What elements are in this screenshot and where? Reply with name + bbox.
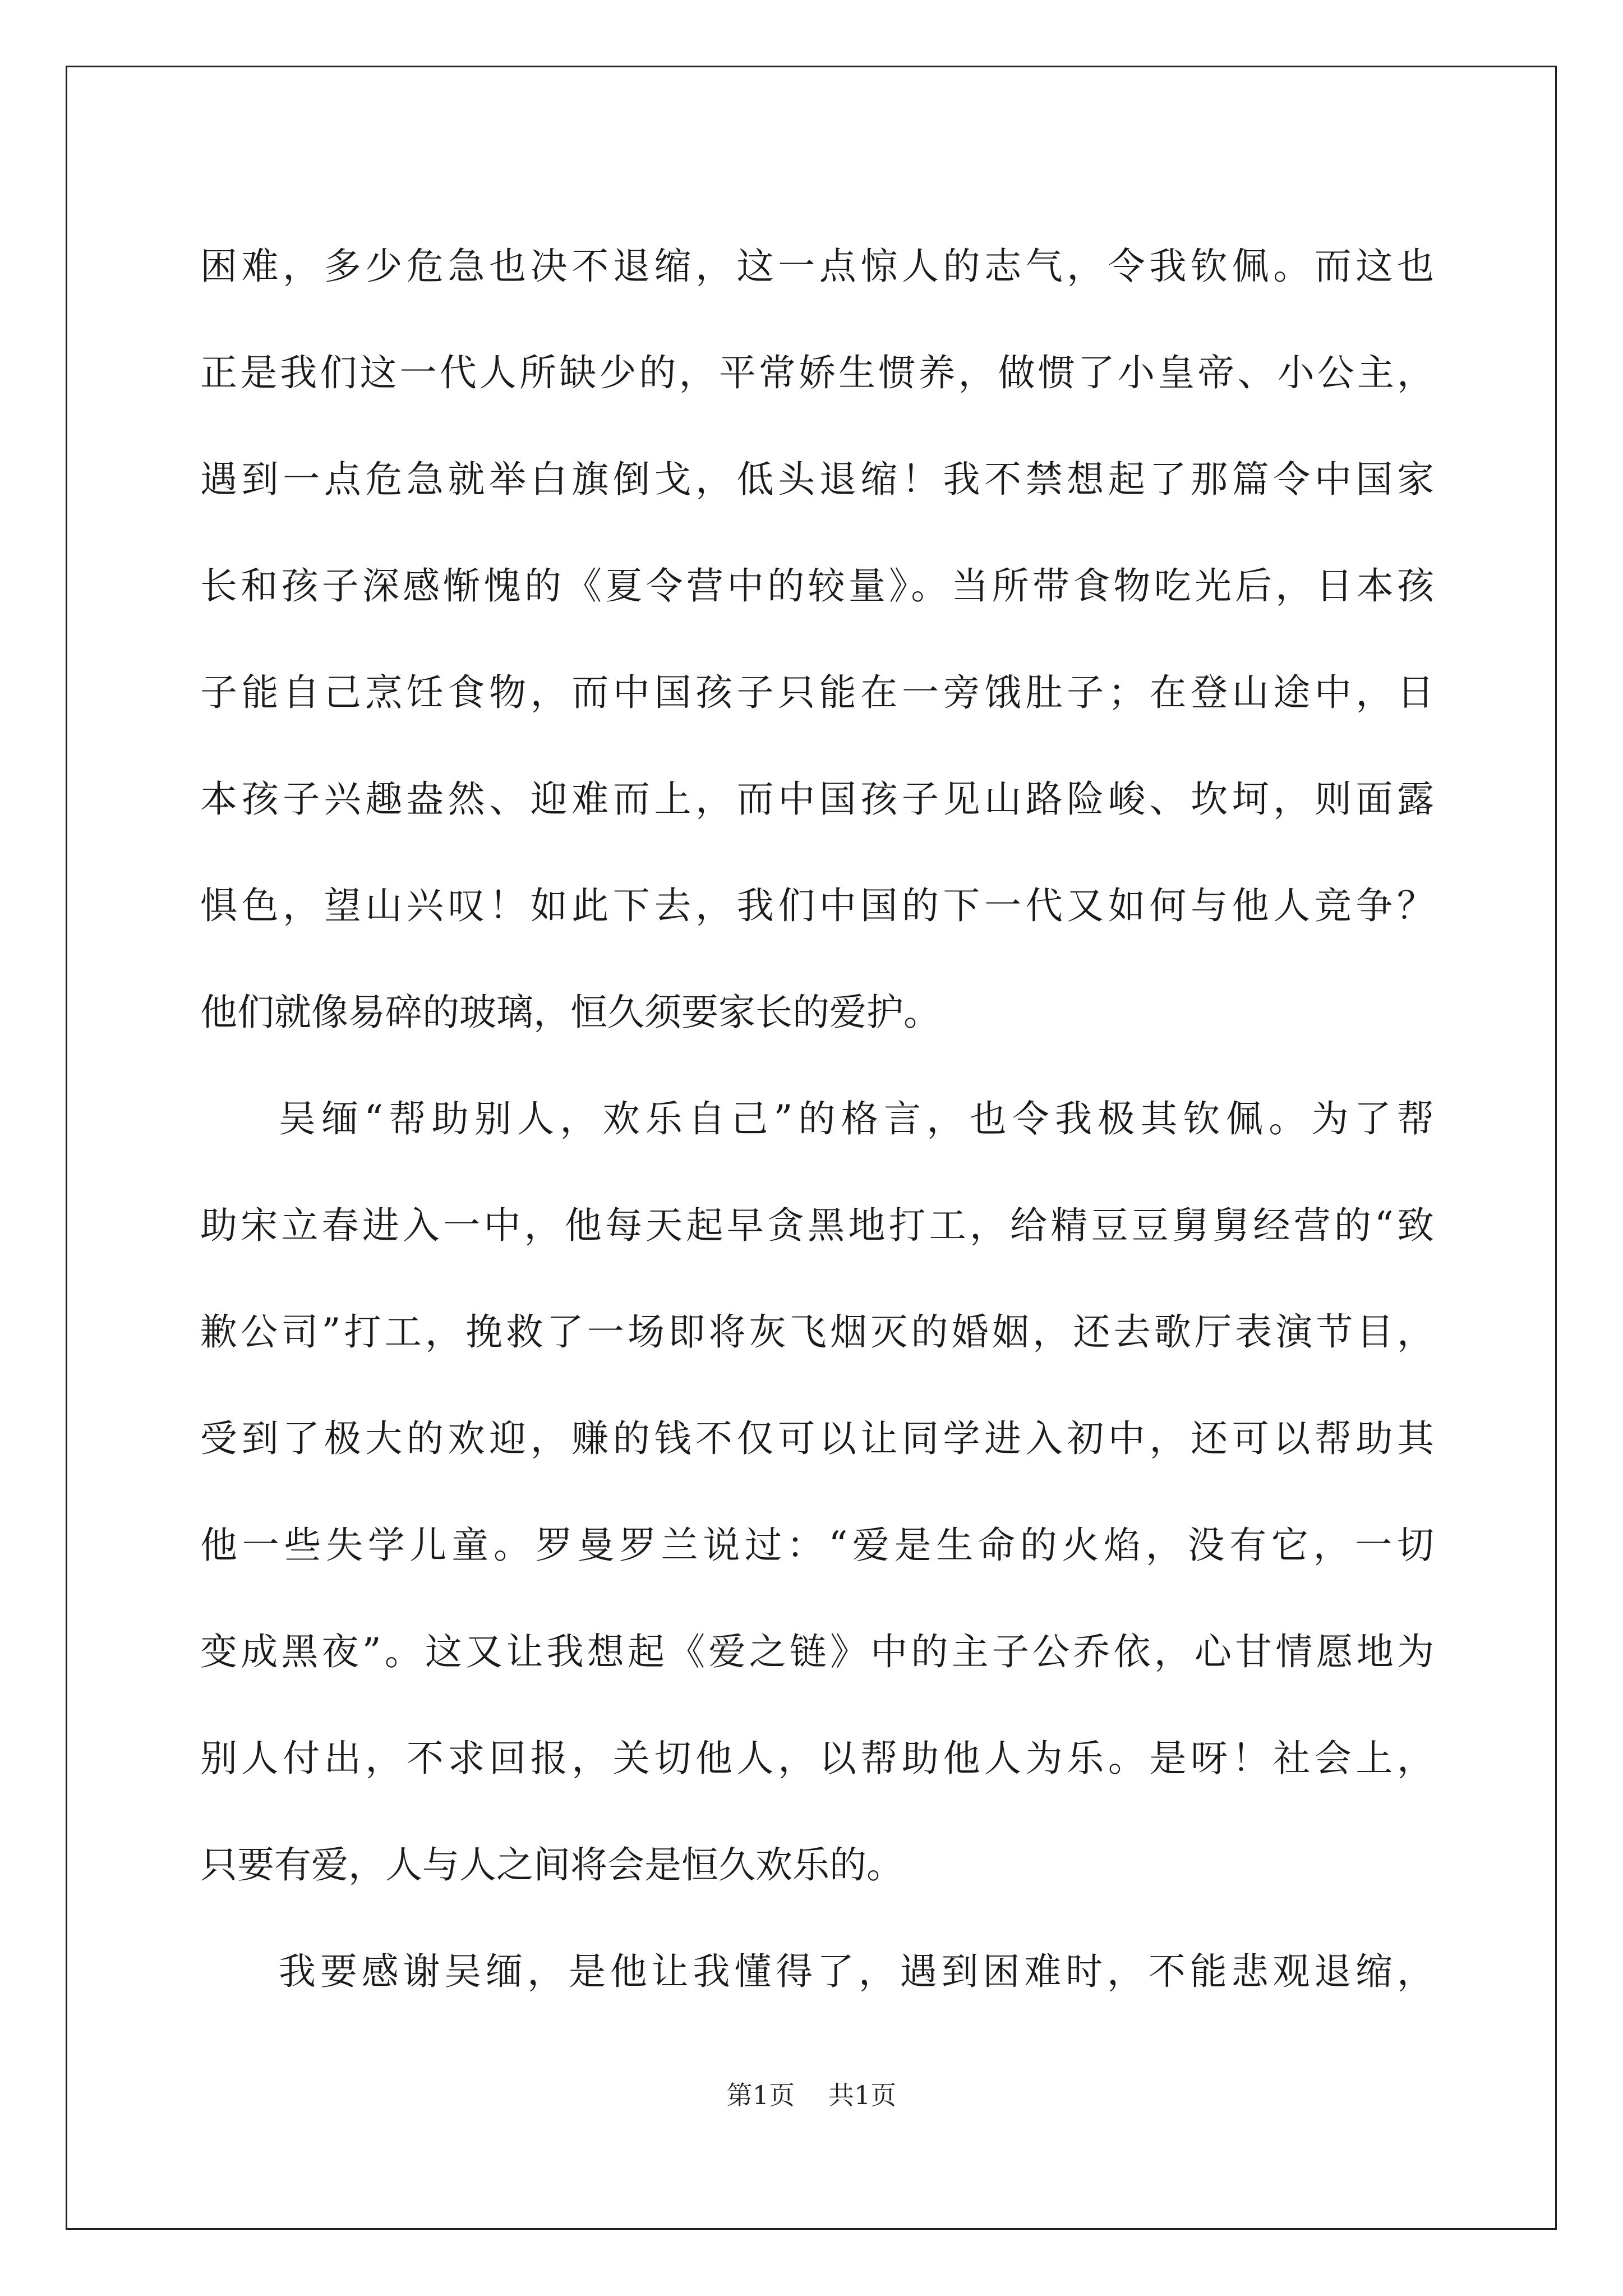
page-number: 第1页 (726, 2080, 795, 2110)
text-line: 他们就像易碎的玻璃，恒久须要家长的爱护。 (200, 991, 940, 1034)
text-line: 正是我们这一代人所缺少的，平常娇生惯养，做惯了小皇帝、小公主， (200, 351, 1434, 394)
text-line: 受到了极大的欢迎，赚的钱不仅可以让同学进入初中，还可以帮助其 (200, 1417, 1434, 1460)
text-line: 我要感谢吴缅，是他让我懂得了，遇到困难时，不能悲观退缩， (279, 1950, 1434, 1993)
text-line: 变成黑夜”。这又让我想起《爱之链》中的主子公乔依，心甘情愿地为 (200, 1630, 1434, 1673)
document-body (200, 213, 1434, 2025)
text-line: 吴缅“帮助别人，欢乐自己”的格言，也令我极其钦佩。为了帮 (279, 1097, 1434, 1140)
paragraph-2 (200, 1066, 1434, 1918)
text-line: 长和孩子深感惭愧的《夏令营中的较量》。当所带食物吃光后，日本孩 (200, 564, 1434, 608)
text-line: 子能自己烹饪食物，而中国孩子只能在一旁饿肚子；在登山途中，日 (200, 671, 1434, 714)
text-line: 歉公司”打工，挽救了一场即将灰飞烟灭的婚姻，还去歌厅表演节目， (200, 1310, 1434, 1354)
paragraph-1 (200, 213, 1434, 1066)
text-line: 本孩子兴趣盎然、迎难而上，而中国孩子见山路险峻、坎坷，则面露 (200, 777, 1434, 821)
text-line: 别人付出，不求回报，关切他人，以帮助他人为乐。是呀！社会上， (200, 1737, 1434, 1780)
text-line: 困难，多少危急也决不退缩，这一点惊人的志气，令我钦佩。而这也 (200, 245, 1434, 288)
page-total: 共1页 (828, 2080, 897, 2110)
paragraph-3 (200, 1918, 1434, 2025)
text-line: 只要有爱，人与人之间将会是恒久欢乐的。 (200, 1843, 903, 1887)
text-line: 遇到一点危急就举白旗倒戈，低头退缩！我不禁想起了那篇令中国家 (200, 458, 1434, 501)
page-footer (0, 2078, 1623, 2112)
text-line: 他一些失学儿童。罗曼罗兰说过：“爱是生命的火焰，没有它，一切 (200, 1524, 1434, 1567)
text-line: 惧色，望山兴叹！如此下去，我们中国的下一代又如何与他人竞争？ (200, 884, 1434, 927)
text-line: 助宋立春进入一中，他每天起早贪黑地打工，给精豆豆舅舅经营的“致 (200, 1204, 1434, 1247)
